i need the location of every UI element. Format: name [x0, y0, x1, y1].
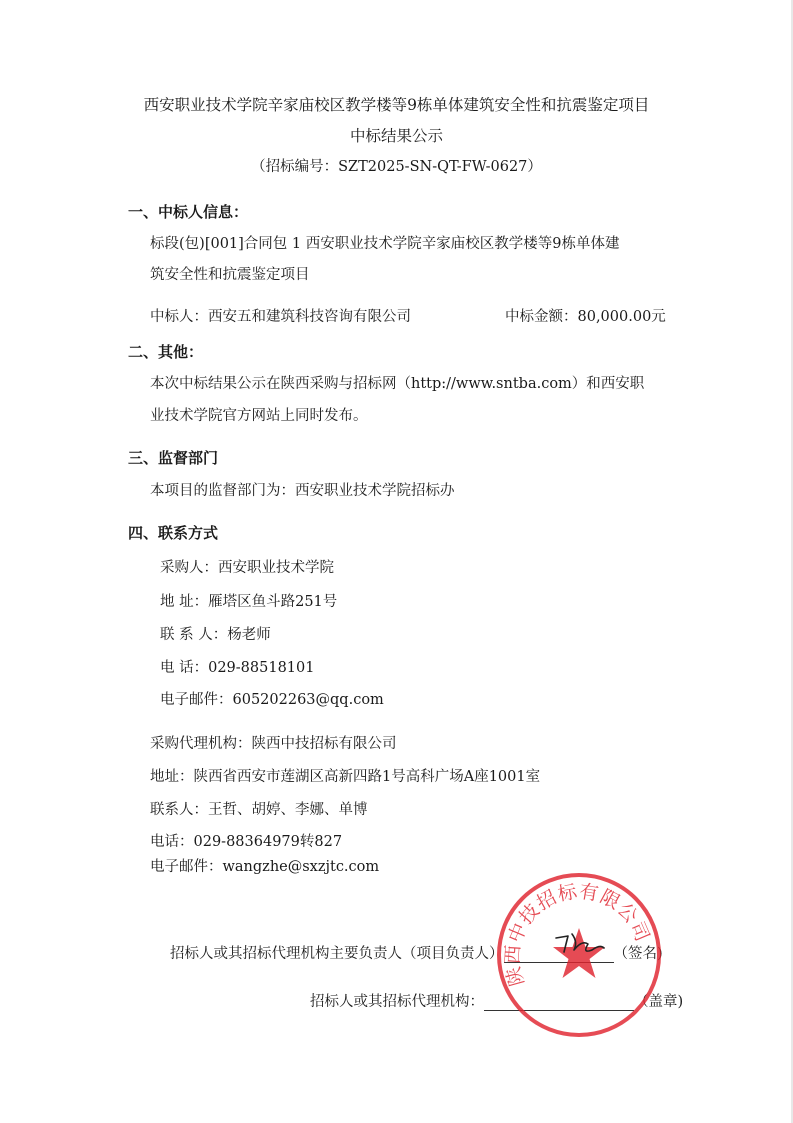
publication-note-line1: 本次中标结果公示在陕西采购与招标网（http://www.sntba.com）和西安职 — [150, 376, 645, 392]
section-heading-supervision: 三、监督部门 — [128, 449, 219, 467]
seal-text: 陕西中技招标有限公司 — [501, 880, 654, 989]
agency-phone: 电话：029-88364979转827 — [150, 834, 343, 850]
lot-description-line1: 标段(包)[001]合同包 1 西安职业技术学院辛家庙校区教学楼等9栋单体建 — [150, 236, 620, 252]
signature-label: 招标人或其招标代理机构主要负责人（项目负责人） — [170, 946, 504, 962]
document-title-line2: 中标结果公示 — [349, 127, 443, 145]
agency-address: 地址：陕西省西安市莲湖区高新四路1号高科广场A座1001室 — [150, 769, 541, 785]
section-heading-contact: 四、联系方式 — [128, 524, 219, 542]
winning-bidder: 中标人：西安五和建筑科技咨询有限公司 — [150, 309, 411, 325]
publication-note-line2: 业技术学院官方网站上同时发布。 — [150, 408, 368, 424]
purchaser-phone: 电 话：029-88518101 — [160, 660, 315, 676]
tender-number: （招标编号：SZT2025-SN-QT-FW-0627） — [251, 159, 542, 175]
seal-suffix: （盖章) — [634, 994, 684, 1010]
winning-amount: 中标金额：80,000.00元 — [505, 309, 666, 325]
purchaser-email: 电子邮件：605202263@qq.com — [160, 692, 384, 708]
section-heading-winner-info: 一、中标人信息： — [128, 203, 249, 221]
seal-label: 招标人或其招标代理机构： — [310, 994, 484, 1010]
handwritten-signature — [552, 928, 610, 962]
purchaser-contact-person: 联 系 人：杨老师 — [160, 627, 271, 643]
agency-name: 采购代理机构：陕西中技招标有限公司 — [150, 736, 397, 752]
signature-suffix: （签名) — [613, 946, 663, 962]
purchaser-name: 采购人：西安职业技术学院 — [160, 560, 334, 576]
agency-contact-persons: 联系人：王哲、胡婷、李娜、单博 — [150, 802, 368, 818]
lot-description-line2: 筑安全性和抗震鉴定项目 — [150, 267, 310, 283]
document-title-line1: 西安职业技术学院辛家庙校区教学楼等9栋单体建筑安全性和抗震鉴定项目 — [143, 96, 650, 114]
section-heading-other: 二、其他： — [128, 343, 204, 361]
agency-email: 电子邮件：wangzhe@sxzjtc.com — [150, 859, 380, 875]
purchaser-address: 地 址：雁塔区鱼斗路251号 — [160, 594, 338, 610]
supervision-department: 本项目的监督部门为：西安职业技术学院招标办 — [150, 483, 455, 499]
